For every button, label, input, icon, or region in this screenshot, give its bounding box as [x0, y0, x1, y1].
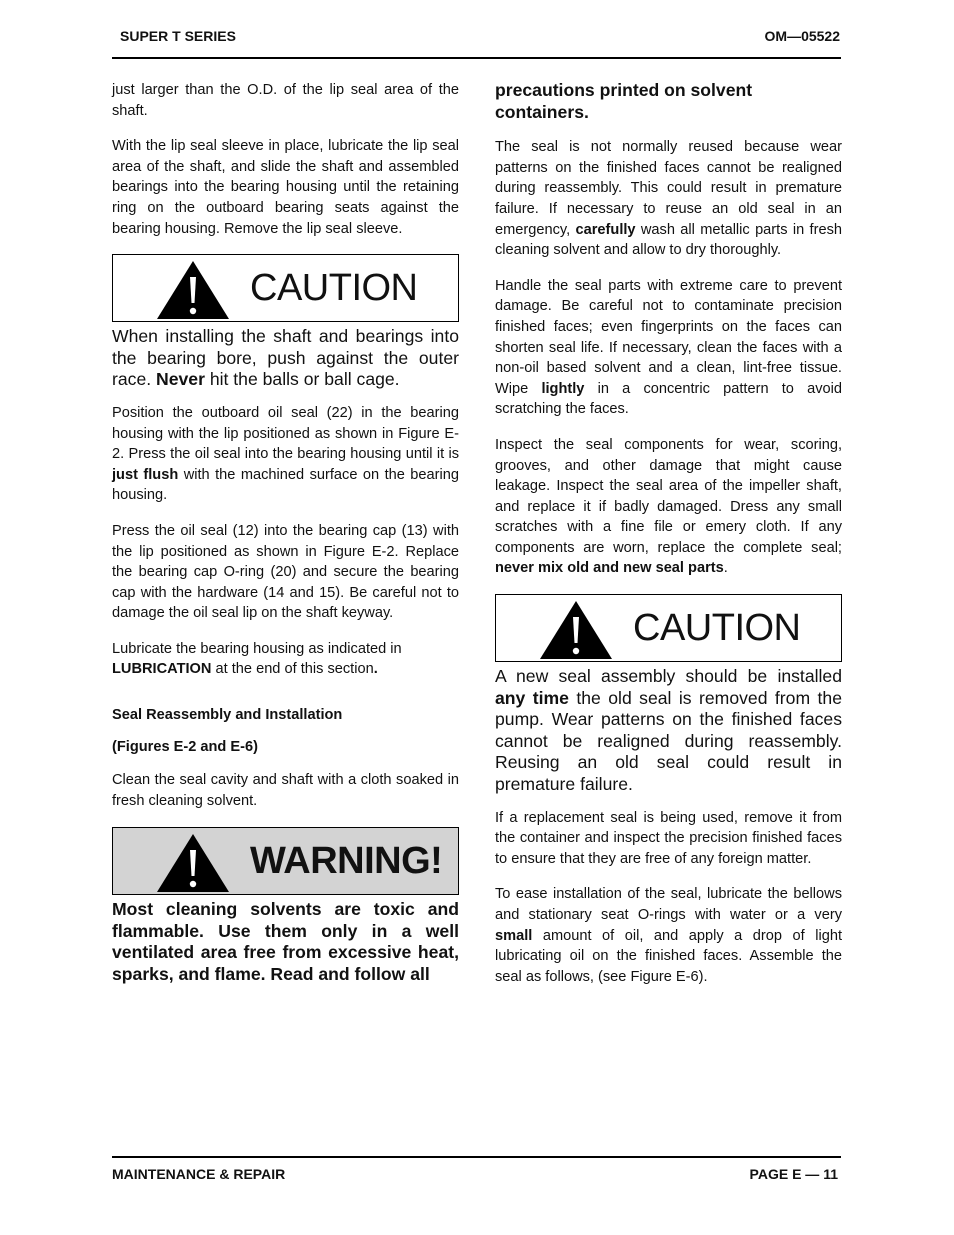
left-column [112, 80, 459, 998]
right-column [495, 80, 842, 1002]
section-heading: Seal Reassembly and Installation [112, 707, 343, 724]
paragraph: Clean the seal cavity and shaft with a cloth soaked in fresh cleaning solvent. [112, 772, 459, 809]
warning-triangle-icon [155, 832, 231, 894]
paragraph: The seal is not normally reused because wear patterns on the finished faces cannot be realigned during reassembly. This could result in premature failure. If necessary to reuse an old seal in an emergency, carefully wash all metallic parts in fresh cleaning solvent and allow to dry thoroughly. [495, 139, 842, 259]
caution-label: CAUTION [250, 267, 418, 310]
paragraph: Handle the seal parts with extreme care to prevent damage. Be careful not to contaminate precision finished faces; even fingerprints on the faces can shorten seal life. If necessary, clean the faces with a non-oil based solvent and a clean, lint-free tissue. Wipe lightly in a concentric pattern to avoid scratching the faces. [495, 277, 842, 418]
caution-box [112, 254, 459, 322]
caution-text: When installing the shaft and bearings into the bearing bore, push against the outer race. Never hit the balls or ball cage. [112, 326, 459, 390]
warning-label: WARNING! [250, 840, 443, 883]
warning-text-continued: precautions printed on solvent containers. [495, 80, 753, 122]
paragraph: With the lip seal sleeve in place, lubricate the lip seal area of the shaft, and slide the shaft and assembled bearings into the bearing housing until the retaining ring on the outboard bearing seats against the bearing housing. Remove the lip seal sleeve. [112, 138, 459, 237]
warning-triangle-icon [155, 259, 231, 321]
paragraph: Press the oil seal (12) into the bearing cap (13) with the lip positioned as shown in Figure E-2. Replace the bearing cap O-ring (20) and secure the bearing cap with the hardware (14 and 15). Be careful not to damage the oil seal lip on the shaft keyway. [112, 522, 459, 622]
paragraph: If a replacement seal is being used, remove it from the container and inspect the precision finished faces to ensure that they are free of any foreign matter. [495, 809, 842, 867]
paragraph: just larger than the O.D. of the lip seal area of the shaft. [112, 82, 459, 119]
paragraph: Lubricate the bearing housing as indicated in LUBRICATION at the end of this section. [112, 640, 402, 678]
paragraph: Inspect the seal components for wear, scoring, grooves, and other damage that might cause leakage. Inspect the seal area of the impeller shaft, and replace it if badly damaged. Dress any small scratches with a fine file or emery cloth. If any components are worn, replace the complete seal; never mix old and new seal parts. [495, 436, 842, 577]
header-rule [112, 57, 841, 59]
section-subheading: (Figures E-2 and E-6) [112, 739, 258, 756]
header-doc-number: OM—05522 [764, 28, 840, 44]
footer-rule [112, 1156, 841, 1158]
warning-box [112, 827, 459, 895]
caution-box [495, 594, 842, 662]
paragraph: Position the outboard oil seal (22) in the bearing housing with the lip positioned as shown in Figure E-2. Press the oil seal into the bearing housing until it is just flush with the machined surface on the bearing housing. [112, 404, 459, 504]
caution-label: CAUTION [633, 607, 801, 650]
warning-triangle-icon [538, 599, 614, 661]
footer-section: MAINTENANCE & REPAIR [112, 1166, 286, 1182]
warning-text: Most cleaning solvents are toxic and flammable. Use them only in a well ventilated area free from excessive heat, sparks, and flame. Read and follow all [112, 899, 459, 985]
caution-text: A new seal assembly should be installed any time the old seal is removed from the pump. Wear patterns on the finished faces cannot be realigned during reassembly. Reusing an old seal could result in premature failure. [495, 666, 842, 795]
page-number: PAGE E — 11 [749, 1166, 838, 1182]
paragraph: To ease installation of the seal, lubricate the bellows and stationary seat O-rings with water or a very small amount of oil, and apply a drop of light lubricating oil on the finished faces. Assemble the seal as follows, (see Figure E-6). [495, 886, 842, 985]
header-series: SUPER T SERIES [120, 28, 236, 44]
